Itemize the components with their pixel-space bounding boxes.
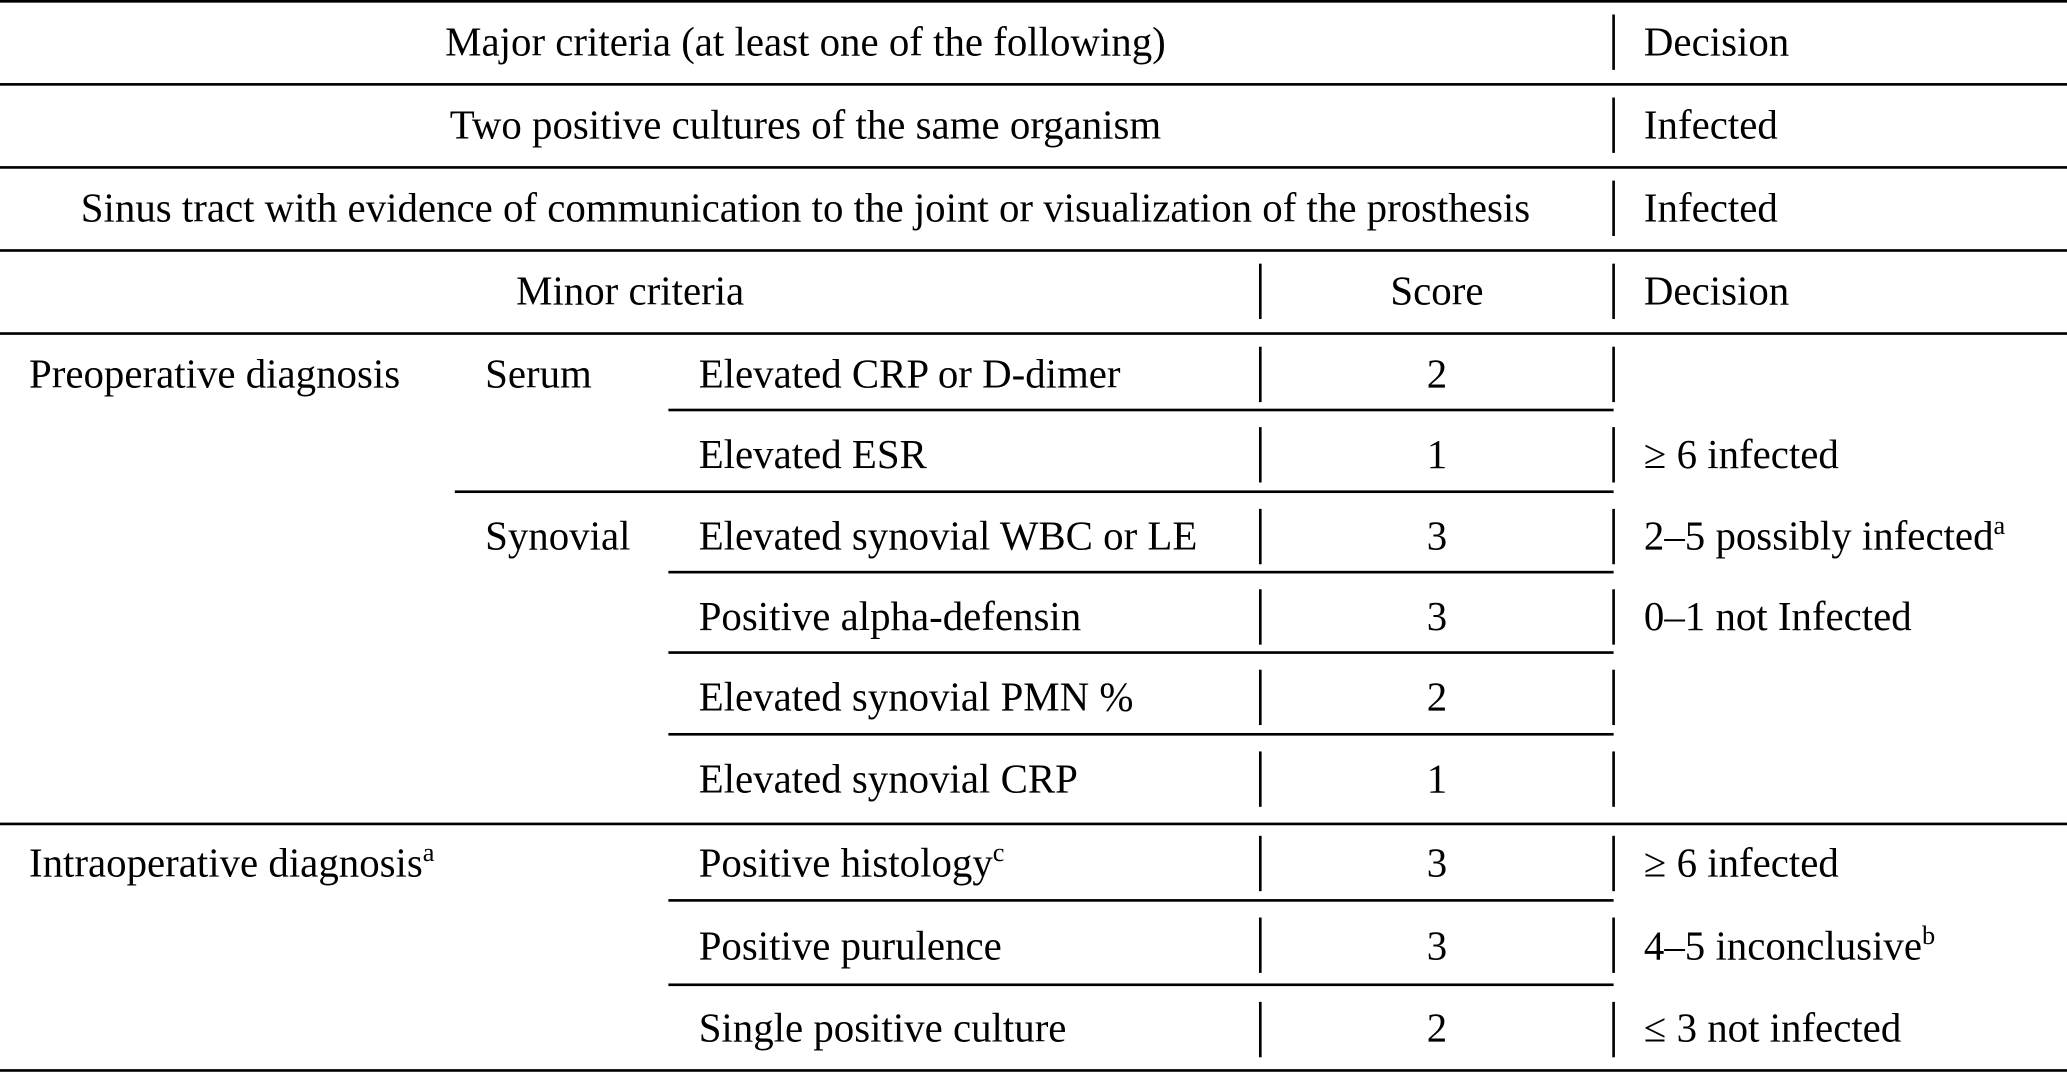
rule (0, 249, 2067, 252)
minor-criteria-header: Minor criteria (516, 267, 745, 314)
rule (0, 823, 2067, 826)
minor-score: 2 (1426, 673, 1448, 720)
col-separator (1259, 836, 1262, 891)
minor-score: 2 (1426, 350, 1448, 397)
footnote-marker: a (422, 838, 435, 868)
rule (0, 332, 2067, 335)
col-separator (1259, 1002, 1262, 1057)
col-separator (1259, 589, 1262, 644)
minor-criterion: Elevated ESR (698, 431, 927, 478)
rule-partial (455, 490, 1614, 493)
intraoperative-decision: ≤ 3 not infected (1643, 1004, 1902, 1051)
rule-partial (668, 651, 1613, 654)
col-separator (1259, 427, 1262, 482)
col-separator (1612, 670, 1615, 725)
col-separator (1612, 589, 1615, 644)
col-separator (1612, 181, 1615, 236)
minor-criterion: Elevated CRP or D-dimer (698, 350, 1121, 397)
intraoperative-label: Intraoperative diagnosis$^a$ (29, 838, 435, 886)
rule-partial (668, 733, 1613, 736)
col-separator (1612, 347, 1615, 402)
score-header: Score (1390, 267, 1484, 314)
rule (0, 166, 2067, 169)
minor-score: 3 (1426, 593, 1448, 640)
minor-criterion: Elevated synovial PMN % (698, 673, 1134, 720)
intraoperative-decision: 4–5 inconclusive$^b$ (1643, 921, 1936, 969)
col-separator (1612, 509, 1615, 564)
minor-score: 1 (1426, 755, 1448, 802)
major-decision: Infected (1643, 184, 1778, 231)
footnote-marker: b (1921, 921, 1936, 951)
rule-partial (668, 983, 1613, 986)
col-separator (1259, 264, 1262, 319)
minor-score: 3 (1426, 512, 1448, 559)
col-separator (1259, 751, 1262, 806)
serum-label: Serum (485, 350, 592, 397)
minor-score: 1 (1426, 431, 1448, 478)
preoperative-decision: 0–1 not Infected (1643, 593, 1912, 640)
col-separator (1612, 836, 1615, 891)
minor-score: 3 (1426, 922, 1448, 969)
rule-partial (668, 409, 1613, 412)
col-separator (1612, 918, 1615, 973)
footnote-marker: a (1993, 511, 2006, 541)
minor-criterion: Elevated synovial WBC or LE (698, 512, 1198, 559)
preoperative-label: Preoperative diagnosis (29, 350, 401, 397)
col-separator (1259, 670, 1262, 725)
decision-header: Decision (1643, 267, 1790, 314)
minor-score: 3 (1426, 839, 1448, 886)
synovial-label: Synovial (485, 512, 631, 559)
rule-partial (668, 571, 1613, 574)
col-separator (1259, 509, 1262, 564)
minor-criterion: Elevated synovial CRP (698, 755, 1078, 802)
preoperative-decision: ≥ 6 infected (1643, 431, 1839, 478)
col-separator (1612, 751, 1615, 806)
rule-top (0, 0, 2067, 3)
rule-partial (668, 899, 1613, 902)
major-criteria-header: Major criteria (at least one of the following) (445, 18, 1166, 65)
minor-criterion: Single positive culture (698, 1004, 1067, 1051)
col-separator (1612, 264, 1615, 319)
major-decision: Infected (1643, 101, 1778, 148)
col-separator (1259, 918, 1262, 973)
col-separator (1612, 427, 1615, 482)
intraoperative-decision: ≥ 6 infected (1643, 839, 1839, 886)
col-separator (1259, 347, 1262, 402)
major-criterion: Sinus tract with evidence of communication to the joint or visualization of the prosthesis (80, 184, 1531, 231)
col-separator (1612, 15, 1615, 70)
footnote-marker: c (992, 838, 1005, 868)
minor-score: 2 (1426, 1004, 1448, 1051)
col-separator (1612, 1002, 1615, 1057)
preoperative-decision: 2–5 possibly infected$^a$ (1643, 511, 2006, 559)
col-separator (1612, 98, 1615, 153)
minor-criterion: Positive alpha-defensin (698, 593, 1082, 640)
decision-header: Decision (1643, 18, 1790, 65)
rule (0, 83, 2067, 86)
major-criterion: Two positive cultures of the same organism (449, 101, 1162, 148)
minor-criterion: Positive purulence (698, 922, 1002, 969)
minor-criterion: Positive histology$^c$ (698, 838, 1005, 886)
rule-bottom (0, 1069, 2067, 1072)
